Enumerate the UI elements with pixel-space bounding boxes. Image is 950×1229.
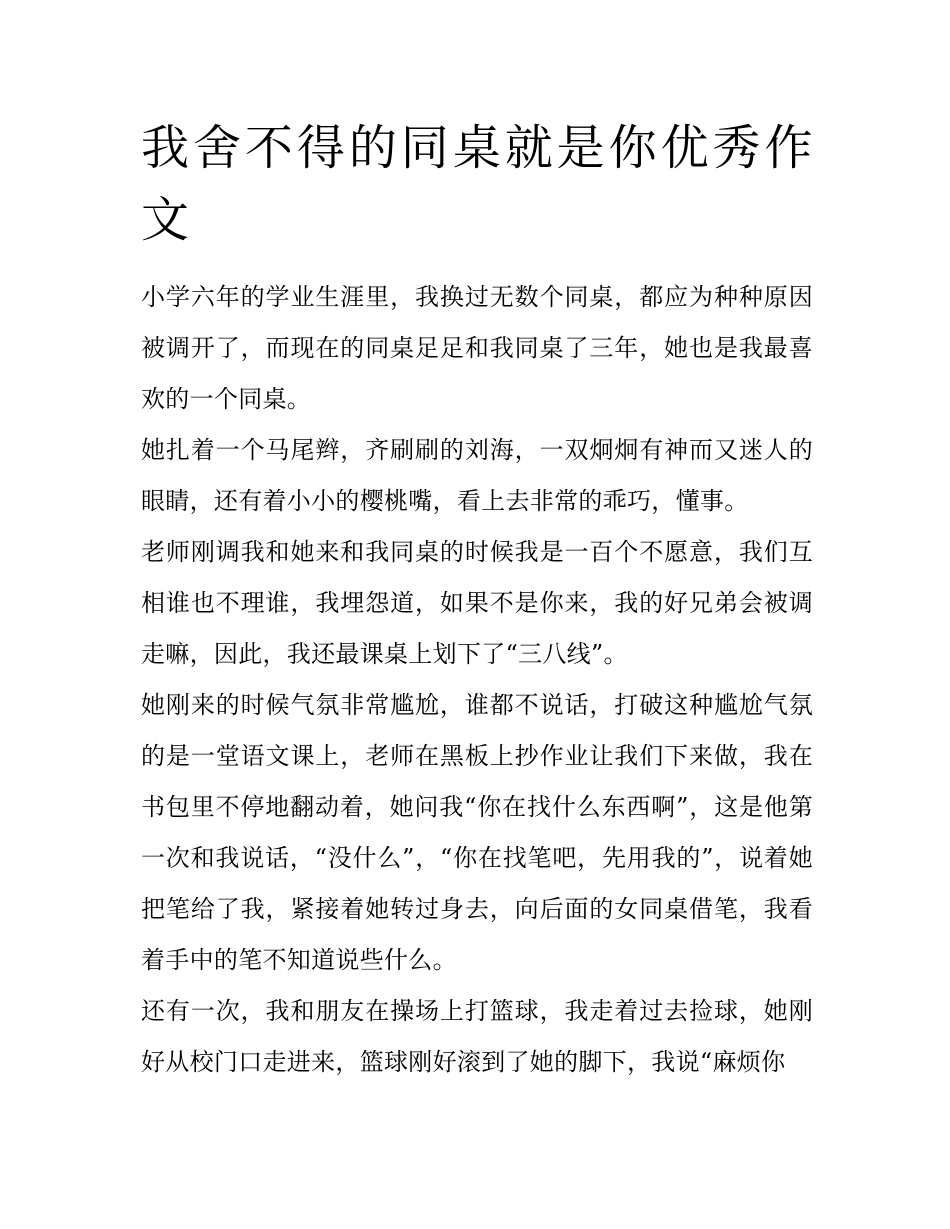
paragraph-3: 老师刚调我和她来和我同桌的时候我是一百个不愿意，我们互相谁也不理谁，我埋怨道，如果不是你来，我的好兄弟会被调走嘛，因此，我还最课桌上划下了“三八线”。 <box>141 538 813 668</box>
paragraph-4: 她刚来的时候气氛非常尴尬，谁都不说话，打破这种尴尬气氛的是一堂语文课上，老师在黑板上抄作业让我们下来做，我在书包里不停地翻动着，她问我“你在找什么东西啊”，这是他第一次和我说话，“没什么”，“你在找笔吧，先用我的”，说着她把笔给了我，紧接着她转过身去，向后面的女同桌借笔，我看着手中的笔不知道说些什么。 <box>141 691 813 974</box>
paragraph-1: 小学六年的学业生涯里，我换过无数个同桌，都应为种种原因被调开了，而现在的同桌足足和我同桌了三年，她也是我最喜欢的一个同桌。 <box>141 283 813 413</box>
paragraph-2: 她扎着一个马尾辫，齐刷刷的刘海，一双炯炯有神而又迷人的眼睛，还有着小小的樱桃嘴，看上去非常的乖巧，懂事。 <box>141 436 813 515</box>
document-page <box>141 112 813 1088</box>
document-title: 我舍不得的同桌就是你优秀作文 <box>141 120 813 248</box>
paragraph-5: 还有一次，我和朋友在操场上打篮球，我走着过去捡球，她刚好从校门口走进来，篮球刚好滚到了她的脚下，我说“麻烦你 <box>141 997 813 1076</box>
